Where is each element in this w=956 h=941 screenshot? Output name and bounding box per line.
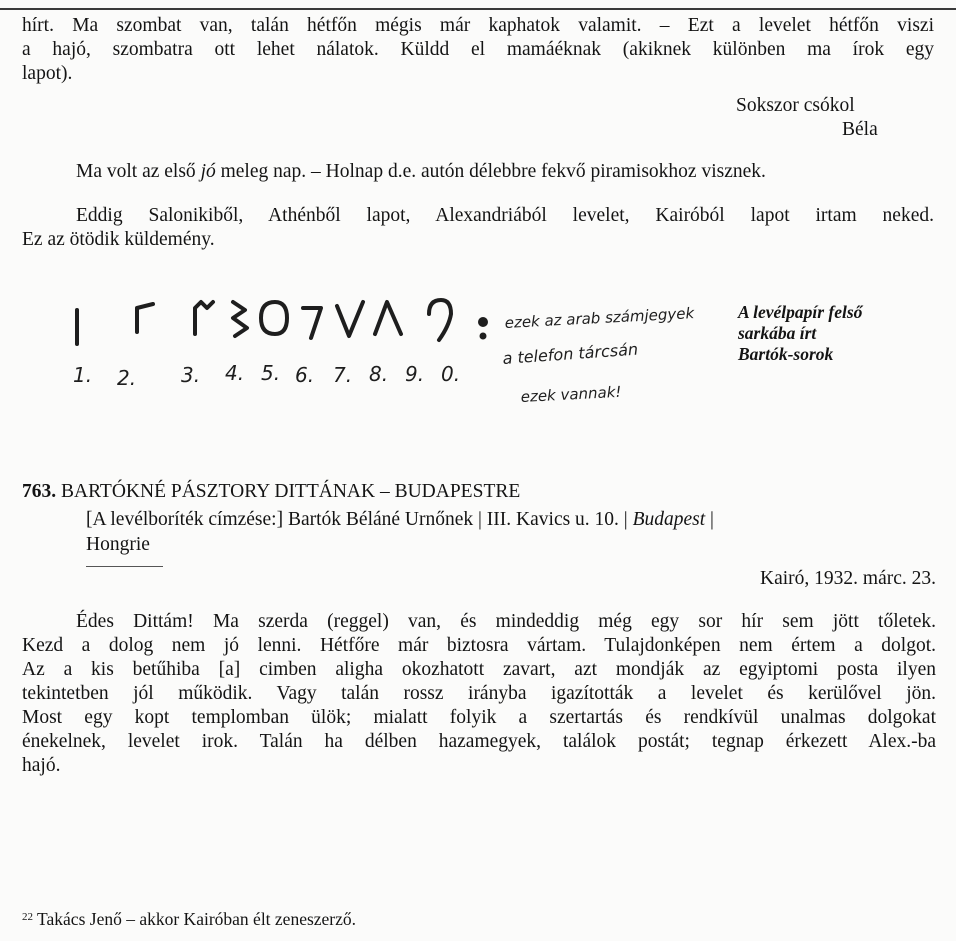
postscript-paragraph-2 xyxy=(22,204,934,228)
digit-label: 0. xyxy=(441,362,461,386)
arabic-numerals-row xyxy=(77,300,486,344)
short-divider xyxy=(86,566,163,567)
numeral-glyph xyxy=(233,302,247,336)
footnote xyxy=(22,906,356,930)
text-span: | xyxy=(705,509,714,530)
numeral-glyph xyxy=(195,302,213,334)
letter-number: 763. xyxy=(22,481,57,502)
digit-label: 4. xyxy=(225,361,245,385)
letter-end-paragraph xyxy=(22,14,934,62)
digit-label: 7. xyxy=(333,363,353,387)
digit-label: 3. xyxy=(181,363,201,387)
closing: Sokszor csókol xyxy=(736,95,855,116)
italic-text: jó xyxy=(200,161,216,182)
digit-label: 1. xyxy=(73,363,93,387)
text-line: Az a kis betűhiba [a] cimben aligha okozhatott zavart, azt mondják az egyiptomi posta ilyen xyxy=(22,659,936,680)
dot-mark xyxy=(482,335,485,338)
caption-line: sarkába írt xyxy=(738,323,817,343)
footnote-mark: 22 xyxy=(22,911,33,923)
text-line: hajó. xyxy=(22,755,61,776)
letter-body xyxy=(22,610,936,754)
text-line: énekelnek, levelet irok. Talán ha délben hazamegyek, találok postát; tegnap érkezett Alex.-ba xyxy=(22,731,936,752)
digit-label: 9. xyxy=(405,362,425,386)
handwritten-facsimile xyxy=(55,292,725,432)
text-line: tekintetben jól működik. Vagy talán rossz irányba igazították a levelet és kerülővel jön. xyxy=(22,683,936,704)
numeral-glyph xyxy=(261,302,287,334)
caption-line: Bartók-sorok xyxy=(738,344,834,364)
postscript-paragraph-1 xyxy=(76,160,766,184)
digit-label: 8. xyxy=(369,362,389,386)
numeral-glyph xyxy=(303,308,321,338)
footnote-text: Takács Jenő – akkor Kairóban élt zeneszerző. xyxy=(33,909,357,929)
letter-title: BARTÓKNÉ PÁSZTORY DITTÁNAK – BUDAPESTRE xyxy=(61,481,521,502)
handwritten-line: ezek az arab számjegyek xyxy=(504,304,695,332)
numeral-glyph xyxy=(137,304,153,332)
digit-label: 6. xyxy=(295,363,315,387)
envelope-address-line: Hongrie xyxy=(86,534,150,555)
text-line: lapot). xyxy=(22,63,73,84)
text-span: Ma volt az első xyxy=(76,161,201,182)
text-line: Most egy kopt templomban ülök; mialatt folyik a szertartás és rendkívül unalmas dolgokat xyxy=(22,707,936,728)
text-line: hírt. Ma szombat van, talán hétfőn mégis már kaphatok valamit. – Ezt a levelet hétfőn viszi xyxy=(22,15,934,36)
handwritten-line: a telefon tárcsán xyxy=(501,339,639,368)
text-line: Kezd a dolog nem jó lenni. Hétfőre már biztosra vártam. Tulajdonképen nem értem a dolgot. xyxy=(22,635,936,656)
dot-mark xyxy=(480,319,486,325)
italic-text: Budapest xyxy=(632,509,706,530)
text-line: Édes Dittám! Ma szerda (reggel) van, és mindeddig még egy sor hír sem jött tőletek. xyxy=(76,611,936,632)
text-line: a hajó, szombatra ott lehet nálatok. Küldd el mamáéknak (akiknek különben ma írok egy xyxy=(22,39,934,60)
latin-numerals-row xyxy=(73,361,460,390)
numeral-glyph xyxy=(337,302,363,336)
dateline: Kairó, 1932. márc. 23. xyxy=(760,568,936,589)
text-span: meleg nap. – Holnap d.e. autón délebbre fekvő piramisokhoz visznek. xyxy=(215,161,766,182)
handwritten-line: ezek vannak! xyxy=(520,382,622,406)
numeral-glyph xyxy=(429,300,451,340)
handwritten-note xyxy=(502,304,696,406)
numeral-glyph xyxy=(375,302,401,334)
digit-label: 5. xyxy=(261,361,281,385)
text-line: Eddig Salonikiből, Athénből lapot, Alexandriából levelet, Kairóból lapot irtam neked. xyxy=(76,205,934,226)
text-span: [A levélboríték címzése:] Bartók Béláné Urnőnek | III. Kavics u. 10. | xyxy=(86,509,633,530)
signature: Béla xyxy=(842,119,878,140)
text-line: Ez az ötödik küldemény. xyxy=(22,229,215,250)
facsimile-caption xyxy=(738,302,862,365)
envelope-address-line xyxy=(86,508,714,532)
letter-heading xyxy=(22,480,520,504)
digit-label: 2. xyxy=(117,366,137,390)
caption-line: A levélpapír felső xyxy=(738,302,863,322)
top-rule xyxy=(0,8,956,10)
